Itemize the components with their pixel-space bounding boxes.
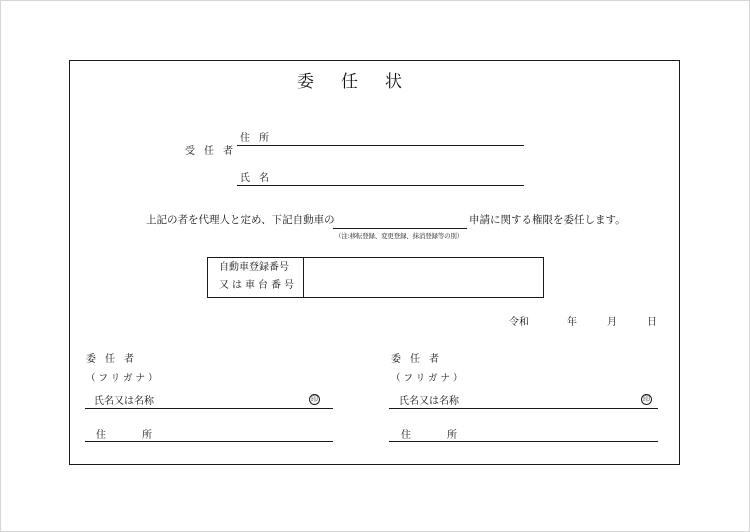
statement-before: 上記の者を代理人と定め、下記自動車の — [146, 214, 335, 226]
seal-icon: 印 — [643, 395, 650, 403]
principal-furigana-label: （フリガナ） — [391, 373, 466, 384]
date-year: 年 — [567, 317, 577, 328]
agent-name-label: 氏名 — [240, 173, 278, 184]
principal-label: 委任者 — [391, 354, 448, 365]
document-title: 委任状 — [297, 72, 429, 92]
registration-number-field[interactable] — [304, 259, 541, 296]
principal-address-field[interactable] — [85, 441, 333, 442]
principal-furigana-label: （フリガナ） — [86, 373, 161, 384]
principal-name-label: 氏名又は名称 — [399, 396, 459, 407]
application-type-note: （注:移転登録、変更登録、抹消登録等の別） — [335, 232, 463, 240]
principal-address-label: 住所 — [96, 430, 188, 441]
principal-address-field[interactable] — [389, 441, 658, 442]
agent-address-field[interactable] — [237, 145, 524, 146]
principal-label: 委任者 — [86, 354, 143, 365]
principal-name-field[interactable] — [85, 408, 333, 409]
statement-after: 申請に関する権限を委任します。 — [469, 214, 626, 226]
date-month: 月 — [607, 317, 617, 328]
principal-name-label: 氏名又は名称 — [94, 396, 154, 407]
agent-label: 受任者 — [185, 146, 242, 157]
application-type-field[interactable] — [333, 228, 467, 229]
principal-address-label: 住所 — [401, 430, 493, 441]
date-day: 日 — [647, 317, 657, 328]
registration-label-line2: 又は車台番号 — [219, 280, 297, 291]
agent-name-field[interactable] — [237, 185, 524, 186]
seal-icon: 印 — [311, 395, 318, 403]
registration-label-line1: 自動車登録番号 — [219, 262, 289, 273]
agent-address-label: 住所 — [240, 133, 278, 144]
principal-name-field[interactable] — [389, 408, 658, 409]
date-era: 令和 — [509, 317, 529, 328]
